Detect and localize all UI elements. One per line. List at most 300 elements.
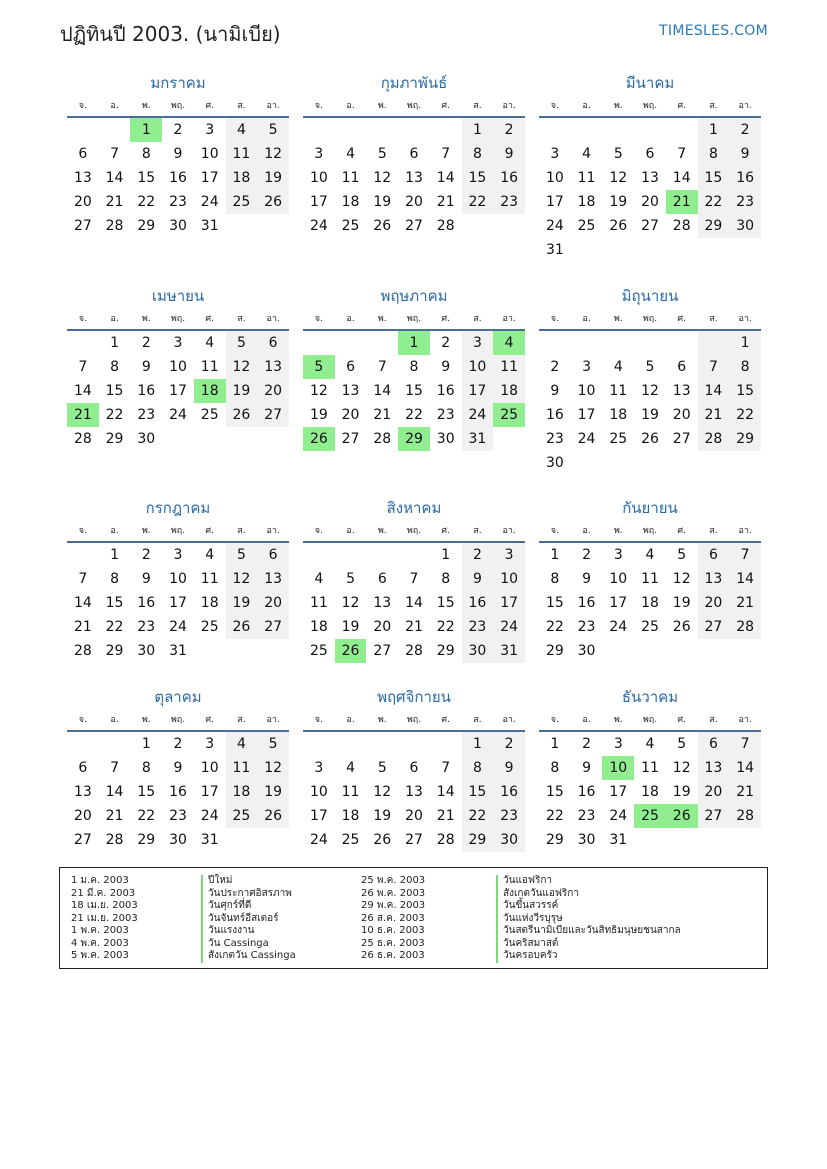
day-cell[interactable]: 16 [462,591,494,615]
day-cell[interactable]: 24 [545,218,564,234]
day-cell[interactable]: 3 [173,547,183,563]
day-cell[interactable]: 22 [462,190,494,214]
day-cell[interactable]: 15 [436,595,455,611]
day-cell[interactable]: 30 [169,218,187,234]
day-cell[interactable]: 30 [436,431,455,447]
holiday-day-cell[interactable]: 1 [398,331,430,355]
day-cell[interactable]: 19 [373,808,392,824]
day-cell[interactable]: 23 [137,407,156,423]
day-cell[interactable]: 8 [110,571,120,587]
day-cell[interactable]: 25 [341,832,360,848]
day-cell[interactable]: 13 [672,383,691,399]
holiday-day-cell[interactable]: 29 [398,427,430,451]
day-cell[interactable]: 19 [309,407,328,423]
day-cell[interactable]: 25 [226,804,258,828]
day-cell[interactable]: 2 [582,736,592,752]
day-cell[interactable]: 23 [169,808,187,824]
day-cell[interactable]: 31 [545,242,564,258]
day-cell[interactable]: 24 [462,403,494,427]
day-cell[interactable]: 7 [409,571,419,587]
day-cell[interactable]: 15 [137,170,156,186]
day-cell[interactable]: 13 [341,383,360,399]
day-cell[interactable]: 28 [672,218,691,234]
day-cell[interactable]: 4 [205,335,215,351]
day-cell[interactable]: 13 [698,567,730,591]
day-cell[interactable]: 31 [200,218,219,234]
day-cell[interactable]: 22 [545,808,564,824]
day-cell[interactable]: 27 [405,832,423,848]
day-cell[interactable]: 2 [582,547,592,563]
day-cell[interactable]: 25 [200,619,219,635]
day-cell[interactable]: 1 [729,331,761,355]
day-cell[interactable]: 20 [257,379,289,403]
day-cell[interactable]: 16 [436,383,455,399]
day-cell[interactable]: 15 [137,784,156,800]
day-cell[interactable]: 24 [200,808,219,824]
day-cell[interactable]: 9 [462,567,494,591]
day-cell[interactable]: 2 [493,732,525,756]
day-cell[interactable]: 4 [645,547,655,563]
day-cell[interactable]: 23 [577,808,596,824]
day-cell[interactable]: 28 [729,615,761,639]
day-cell[interactable]: 22 [545,619,564,635]
day-cell[interactable]: 10 [169,571,187,587]
day-cell[interactable]: 5 [377,146,387,162]
day-cell[interactable]: 14 [729,567,761,591]
day-cell[interactable]: 21 [436,194,455,210]
day-cell[interactable]: 31 [169,643,187,659]
day-cell[interactable]: 6 [409,760,419,776]
day-cell[interactable]: 4 [226,118,258,142]
day-cell[interactable]: 30 [137,643,156,659]
day-cell[interactable]: 31 [200,832,219,848]
day-cell[interactable]: 9 [173,146,183,162]
day-cell[interactable]: 10 [200,146,219,162]
day-cell[interactable]: 30 [577,832,596,848]
day-cell[interactable]: 3 [462,331,494,355]
day-cell[interactable]: 23 [493,190,525,214]
day-cell[interactable]: 26 [257,190,289,214]
day-cell[interactable]: 6 [698,543,730,567]
day-cell[interactable]: 17 [609,595,628,611]
day-cell[interactable]: 8 [462,142,494,166]
day-cell[interactable]: 21 [105,808,124,824]
day-cell[interactable]: 9 [441,359,451,375]
day-cell[interactable]: 13 [405,784,423,800]
day-cell[interactable]: 12 [226,567,258,591]
day-cell[interactable]: 10 [545,170,564,186]
day-cell[interactable]: 18 [341,808,360,824]
day-cell[interactable]: 22 [436,619,455,635]
day-cell[interactable]: 27 [257,615,289,639]
day-cell[interactable]: 12 [672,571,691,587]
day-cell[interactable]: 21 [729,780,761,804]
day-cell[interactable]: 29 [545,643,564,659]
day-cell[interactable]: 14 [436,784,455,800]
day-cell[interactable]: 11 [641,571,659,587]
day-cell[interactable]: 11 [226,756,258,780]
day-cell[interactable]: 16 [493,780,525,804]
day-cell[interactable]: 16 [169,170,187,186]
day-cell[interactable]: 6 [257,331,289,355]
day-cell[interactable]: 15 [462,780,494,804]
day-cell[interactable]: 5 [677,547,687,563]
day-cell[interactable]: 9 [493,756,525,780]
day-cell[interactable]: 20 [698,591,730,615]
day-cell[interactable]: 1 [441,547,451,563]
day-cell[interactable]: 9 [173,760,183,776]
holiday-day-cell[interactable]: 25 [493,403,525,427]
day-cell[interactable]: 10 [169,359,187,375]
day-cell[interactable]: 17 [200,784,219,800]
day-cell[interactable]: 10 [577,383,596,399]
day-cell[interactable]: 18 [641,784,659,800]
day-cell[interactable]: 1 [698,118,730,142]
day-cell[interactable]: 8 [141,146,151,162]
day-cell[interactable]: 17 [577,407,596,423]
day-cell[interactable]: 27 [341,431,360,447]
day-cell[interactable]: 3 [205,122,215,138]
day-cell[interactable]: 25 [226,190,258,214]
day-cell[interactable]: 8 [729,355,761,379]
day-cell[interactable]: 3 [550,146,560,162]
day-cell[interactable]: 26 [226,615,258,639]
day-cell[interactable]: 20 [672,407,691,423]
day-cell[interactable]: 1 [462,118,494,142]
day-cell[interactable]: 28 [373,431,392,447]
day-cell[interactable]: 18 [641,595,659,611]
day-cell[interactable]: 22 [105,407,124,423]
day-cell[interactable]: 2 [173,122,183,138]
day-cell[interactable]: 21 [373,407,392,423]
day-cell[interactable]: 24 [309,832,328,848]
day-cell[interactable]: 21 [698,403,730,427]
day-cell[interactable]: 7 [441,760,451,776]
day-cell[interactable]: 13 [73,784,92,800]
day-cell[interactable]: 4 [582,146,592,162]
holiday-day-cell[interactable]: 21 [67,403,99,427]
day-cell[interactable]: 30 [462,639,494,663]
day-cell[interactable]: 20 [641,194,659,210]
day-cell[interactable]: 9 [493,142,525,166]
day-cell[interactable]: 24 [309,218,328,234]
day-cell[interactable]: 7 [377,359,387,375]
day-cell[interactable]: 18 [226,166,258,190]
day-cell[interactable]: 27 [672,431,691,447]
holiday-day-cell[interactable]: 26 [666,804,698,828]
day-cell[interactable]: 7 [698,355,730,379]
day-cell[interactable]: 26 [672,619,691,635]
day-cell[interactable]: 7 [729,543,761,567]
day-cell[interactable]: 15 [545,784,564,800]
day-cell[interactable]: 2 [729,118,761,142]
day-cell[interactable]: 11 [341,170,360,186]
day-cell[interactable]: 13 [405,170,423,186]
day-cell[interactable]: 29 [105,643,124,659]
day-cell[interactable]: 12 [226,355,258,379]
day-cell[interactable]: 2 [462,543,494,567]
day-cell[interactable]: 28 [436,218,455,234]
day-cell[interactable]: 8 [409,359,419,375]
day-cell[interactable]: 7 [729,732,761,756]
day-cell[interactable]: 13 [257,355,289,379]
day-cell[interactable]: 26 [609,218,628,234]
day-cell[interactable]: 22 [462,804,494,828]
day-cell[interactable]: 12 [641,383,659,399]
day-cell[interactable]: 31 [609,832,628,848]
day-cell[interactable]: 6 [409,146,419,162]
day-cell[interactable]: 30 [493,828,525,852]
day-cell[interactable]: 22 [105,619,124,635]
day-cell[interactable]: 8 [550,760,560,776]
day-cell[interactable]: 26 [257,804,289,828]
day-cell[interactable]: 14 [405,595,423,611]
day-cell[interactable]: 4 [314,571,324,587]
day-cell[interactable]: 24 [609,808,628,824]
day-cell[interactable]: 24 [493,615,525,639]
day-cell[interactable]: 13 [641,170,659,186]
day-cell[interactable]: 20 [341,407,360,423]
holiday-day-cell[interactable]: 26 [335,639,367,663]
day-cell[interactable]: 28 [729,804,761,828]
day-cell[interactable]: 2 [493,118,525,142]
day-cell[interactable]: 16 [729,166,761,190]
day-cell[interactable]: 18 [341,194,360,210]
day-cell[interactable]: 4 [226,732,258,756]
day-cell[interactable]: 19 [341,619,360,635]
day-cell[interactable]: 19 [226,379,258,403]
day-cell[interactable]: 28 [73,431,92,447]
day-cell[interactable]: 13 [73,170,92,186]
holiday-day-cell[interactable]: 4 [493,331,525,355]
day-cell[interactable]: 27 [373,643,392,659]
day-cell[interactable]: 16 [493,166,525,190]
holiday-day-cell[interactable]: 18 [194,379,226,403]
day-cell[interactable]: 1 [550,547,560,563]
day-cell[interactable]: 26 [373,832,392,848]
day-cell[interactable]: 28 [436,832,455,848]
day-cell[interactable]: 17 [462,379,494,403]
day-cell[interactable]: 15 [105,383,124,399]
day-cell[interactable]: 17 [609,784,628,800]
day-cell[interactable]: 11 [641,760,659,776]
day-cell[interactable]: 25 [641,619,659,635]
day-cell[interactable]: 15 [729,379,761,403]
day-cell[interactable]: 1 [550,736,560,752]
day-cell[interactable]: 6 [645,146,655,162]
day-cell[interactable]: 7 [441,146,451,162]
day-cell[interactable]: 24 [577,431,596,447]
day-cell[interactable]: 22 [698,190,730,214]
day-cell[interactable]: 14 [105,170,124,186]
day-cell[interactable]: 23 [545,431,564,447]
day-cell[interactable]: 26 [641,431,659,447]
day-cell[interactable]: 14 [73,595,92,611]
day-cell[interactable]: 9 [141,359,151,375]
day-cell[interactable]: 23 [577,619,596,635]
day-cell[interactable]: 1 [141,736,151,752]
day-cell[interactable]: 11 [341,784,360,800]
day-cell[interactable]: 12 [672,760,691,776]
day-cell[interactable]: 16 [545,407,564,423]
day-cell[interactable]: 5 [257,732,289,756]
day-cell[interactable]: 10 [609,571,628,587]
day-cell[interactable]: 3 [173,335,183,351]
day-cell[interactable]: 10 [200,760,219,776]
day-cell[interactable]: 14 [373,383,392,399]
day-cell[interactable]: 16 [169,784,187,800]
day-cell[interactable]: 11 [493,355,525,379]
day-cell[interactable]: 23 [137,619,156,635]
day-cell[interactable]: 14 [729,756,761,780]
day-cell[interactable]: 23 [729,190,761,214]
day-cell[interactable]: 21 [73,619,92,635]
day-cell[interactable]: 4 [645,736,655,752]
day-cell[interactable]: 16 [577,595,596,611]
day-cell[interactable]: 28 [405,643,423,659]
day-cell[interactable]: 15 [405,383,423,399]
day-cell[interactable]: 28 [73,643,92,659]
holiday-day-cell[interactable]: 21 [666,190,698,214]
day-cell[interactable]: 16 [577,784,596,800]
day-cell[interactable]: 21 [105,194,124,210]
day-cell[interactable]: 29 [462,828,494,852]
day-cell[interactable]: 11 [200,359,219,375]
day-cell[interactable]: 19 [257,166,289,190]
day-cell[interactable]: 1 [110,335,120,351]
day-cell[interactable]: 30 [729,214,761,238]
day-cell[interactable]: 14 [105,784,124,800]
day-cell[interactable]: 15 [545,595,564,611]
day-cell[interactable]: 8 [698,142,730,166]
day-cell[interactable]: 10 [462,355,494,379]
day-cell[interactable]: 10 [309,784,328,800]
day-cell[interactable]: 20 [405,808,423,824]
day-cell[interactable]: 24 [200,194,219,210]
day-cell[interactable]: 30 [137,431,156,447]
day-cell[interactable]: 14 [698,379,730,403]
day-cell[interactable]: 3 [314,760,324,776]
day-cell[interactable]: 14 [73,383,92,399]
day-cell[interactable]: 3 [205,736,215,752]
day-cell[interactable]: 12 [373,784,392,800]
day-cell[interactable]: 11 [609,383,628,399]
day-cell[interactable]: 12 [341,595,360,611]
day-cell[interactable]: 22 [137,808,156,824]
day-cell[interactable]: 8 [110,359,120,375]
day-cell[interactable]: 8 [462,756,494,780]
day-cell[interactable]: 21 [436,808,455,824]
day-cell[interactable]: 10 [493,567,525,591]
day-cell[interactable]: 28 [698,427,730,451]
holiday-day-cell[interactable]: 25 [634,804,666,828]
day-cell[interactable]: 3 [582,359,592,375]
day-cell[interactable]: 18 [577,194,596,210]
day-cell[interactable]: 17 [309,808,328,824]
day-cell[interactable]: 9 [550,383,560,399]
day-cell[interactable]: 10 [309,170,328,186]
day-cell[interactable]: 31 [493,639,525,663]
day-cell[interactable]: 20 [73,808,92,824]
day-cell[interactable]: 26 [373,218,392,234]
day-cell[interactable]: 15 [698,166,730,190]
day-cell[interactable]: 14 [672,170,691,186]
day-cell[interactable]: 20 [405,194,423,210]
day-cell[interactable]: 1 [462,732,494,756]
day-cell[interactable]: 20 [257,591,289,615]
day-cell[interactable]: 21 [405,619,423,635]
day-cell[interactable]: 25 [341,218,360,234]
day-cell[interactable]: 17 [200,170,219,186]
day-cell[interactable]: 28 [105,832,124,848]
day-cell[interactable]: 6 [698,732,730,756]
day-cell[interactable]: 19 [672,595,691,611]
day-cell[interactable]: 21 [729,591,761,615]
day-cell[interactable]: 19 [373,194,392,210]
day-cell[interactable]: 16 [137,383,156,399]
day-cell[interactable]: 22 [137,194,156,210]
day-cell[interactable]: 22 [729,403,761,427]
day-cell[interactable]: 29 [105,431,124,447]
day-cell[interactable]: 5 [645,359,655,375]
day-cell[interactable]: 27 [698,804,730,828]
day-cell[interactable]: 5 [257,118,289,142]
day-cell[interactable]: 24 [169,407,187,423]
day-cell[interactable]: 5 [226,543,258,567]
day-cell[interactable]: 22 [405,407,423,423]
day-cell[interactable]: 12 [257,756,289,780]
day-cell[interactable]: 3 [493,543,525,567]
day-cell[interactable]: 6 [346,359,356,375]
day-cell[interactable]: 20 [373,619,392,635]
day-cell[interactable]: 30 [169,832,187,848]
day-cell[interactable]: 26 [226,403,258,427]
day-cell[interactable]: 18 [609,407,628,423]
day-cell[interactable]: 25 [309,643,328,659]
day-cell[interactable]: 6 [78,146,88,162]
holiday-day-cell[interactable]: 5 [303,355,335,379]
day-cell[interactable]: 1 [110,547,120,563]
day-cell[interactable]: 17 [493,591,525,615]
day-cell[interactable]: 30 [545,455,564,471]
day-cell[interactable]: 29 [545,832,564,848]
day-cell[interactable]: 3 [613,736,623,752]
day-cell[interactable]: 27 [405,218,423,234]
day-cell[interactable]: 2 [141,335,151,351]
day-cell[interactable]: 5 [346,571,356,587]
day-cell[interactable]: 12 [309,383,328,399]
day-cell[interactable]: 19 [609,194,628,210]
day-cell[interactable]: 18 [226,780,258,804]
day-cell[interactable]: 8 [141,760,151,776]
day-cell[interactable]: 18 [493,379,525,403]
day-cell[interactable]: 4 [346,760,356,776]
day-cell[interactable]: 6 [78,760,88,776]
day-cell[interactable]: 4 [205,547,215,563]
day-cell[interactable]: 16 [137,595,156,611]
day-cell[interactable]: 6 [257,543,289,567]
day-cell[interactable]: 11 [577,170,596,186]
day-cell[interactable]: 18 [309,619,328,635]
day-cell[interactable]: 31 [462,427,494,451]
day-cell[interactable]: 9 [582,760,592,776]
day-cell[interactable]: 23 [493,804,525,828]
day-cell[interactable]: 27 [73,218,92,234]
day-cell[interactable]: 29 [729,427,761,451]
day-cell[interactable]: 29 [137,832,156,848]
day-cell[interactable]: 6 [677,359,687,375]
day-cell[interactable]: 2 [550,359,560,375]
